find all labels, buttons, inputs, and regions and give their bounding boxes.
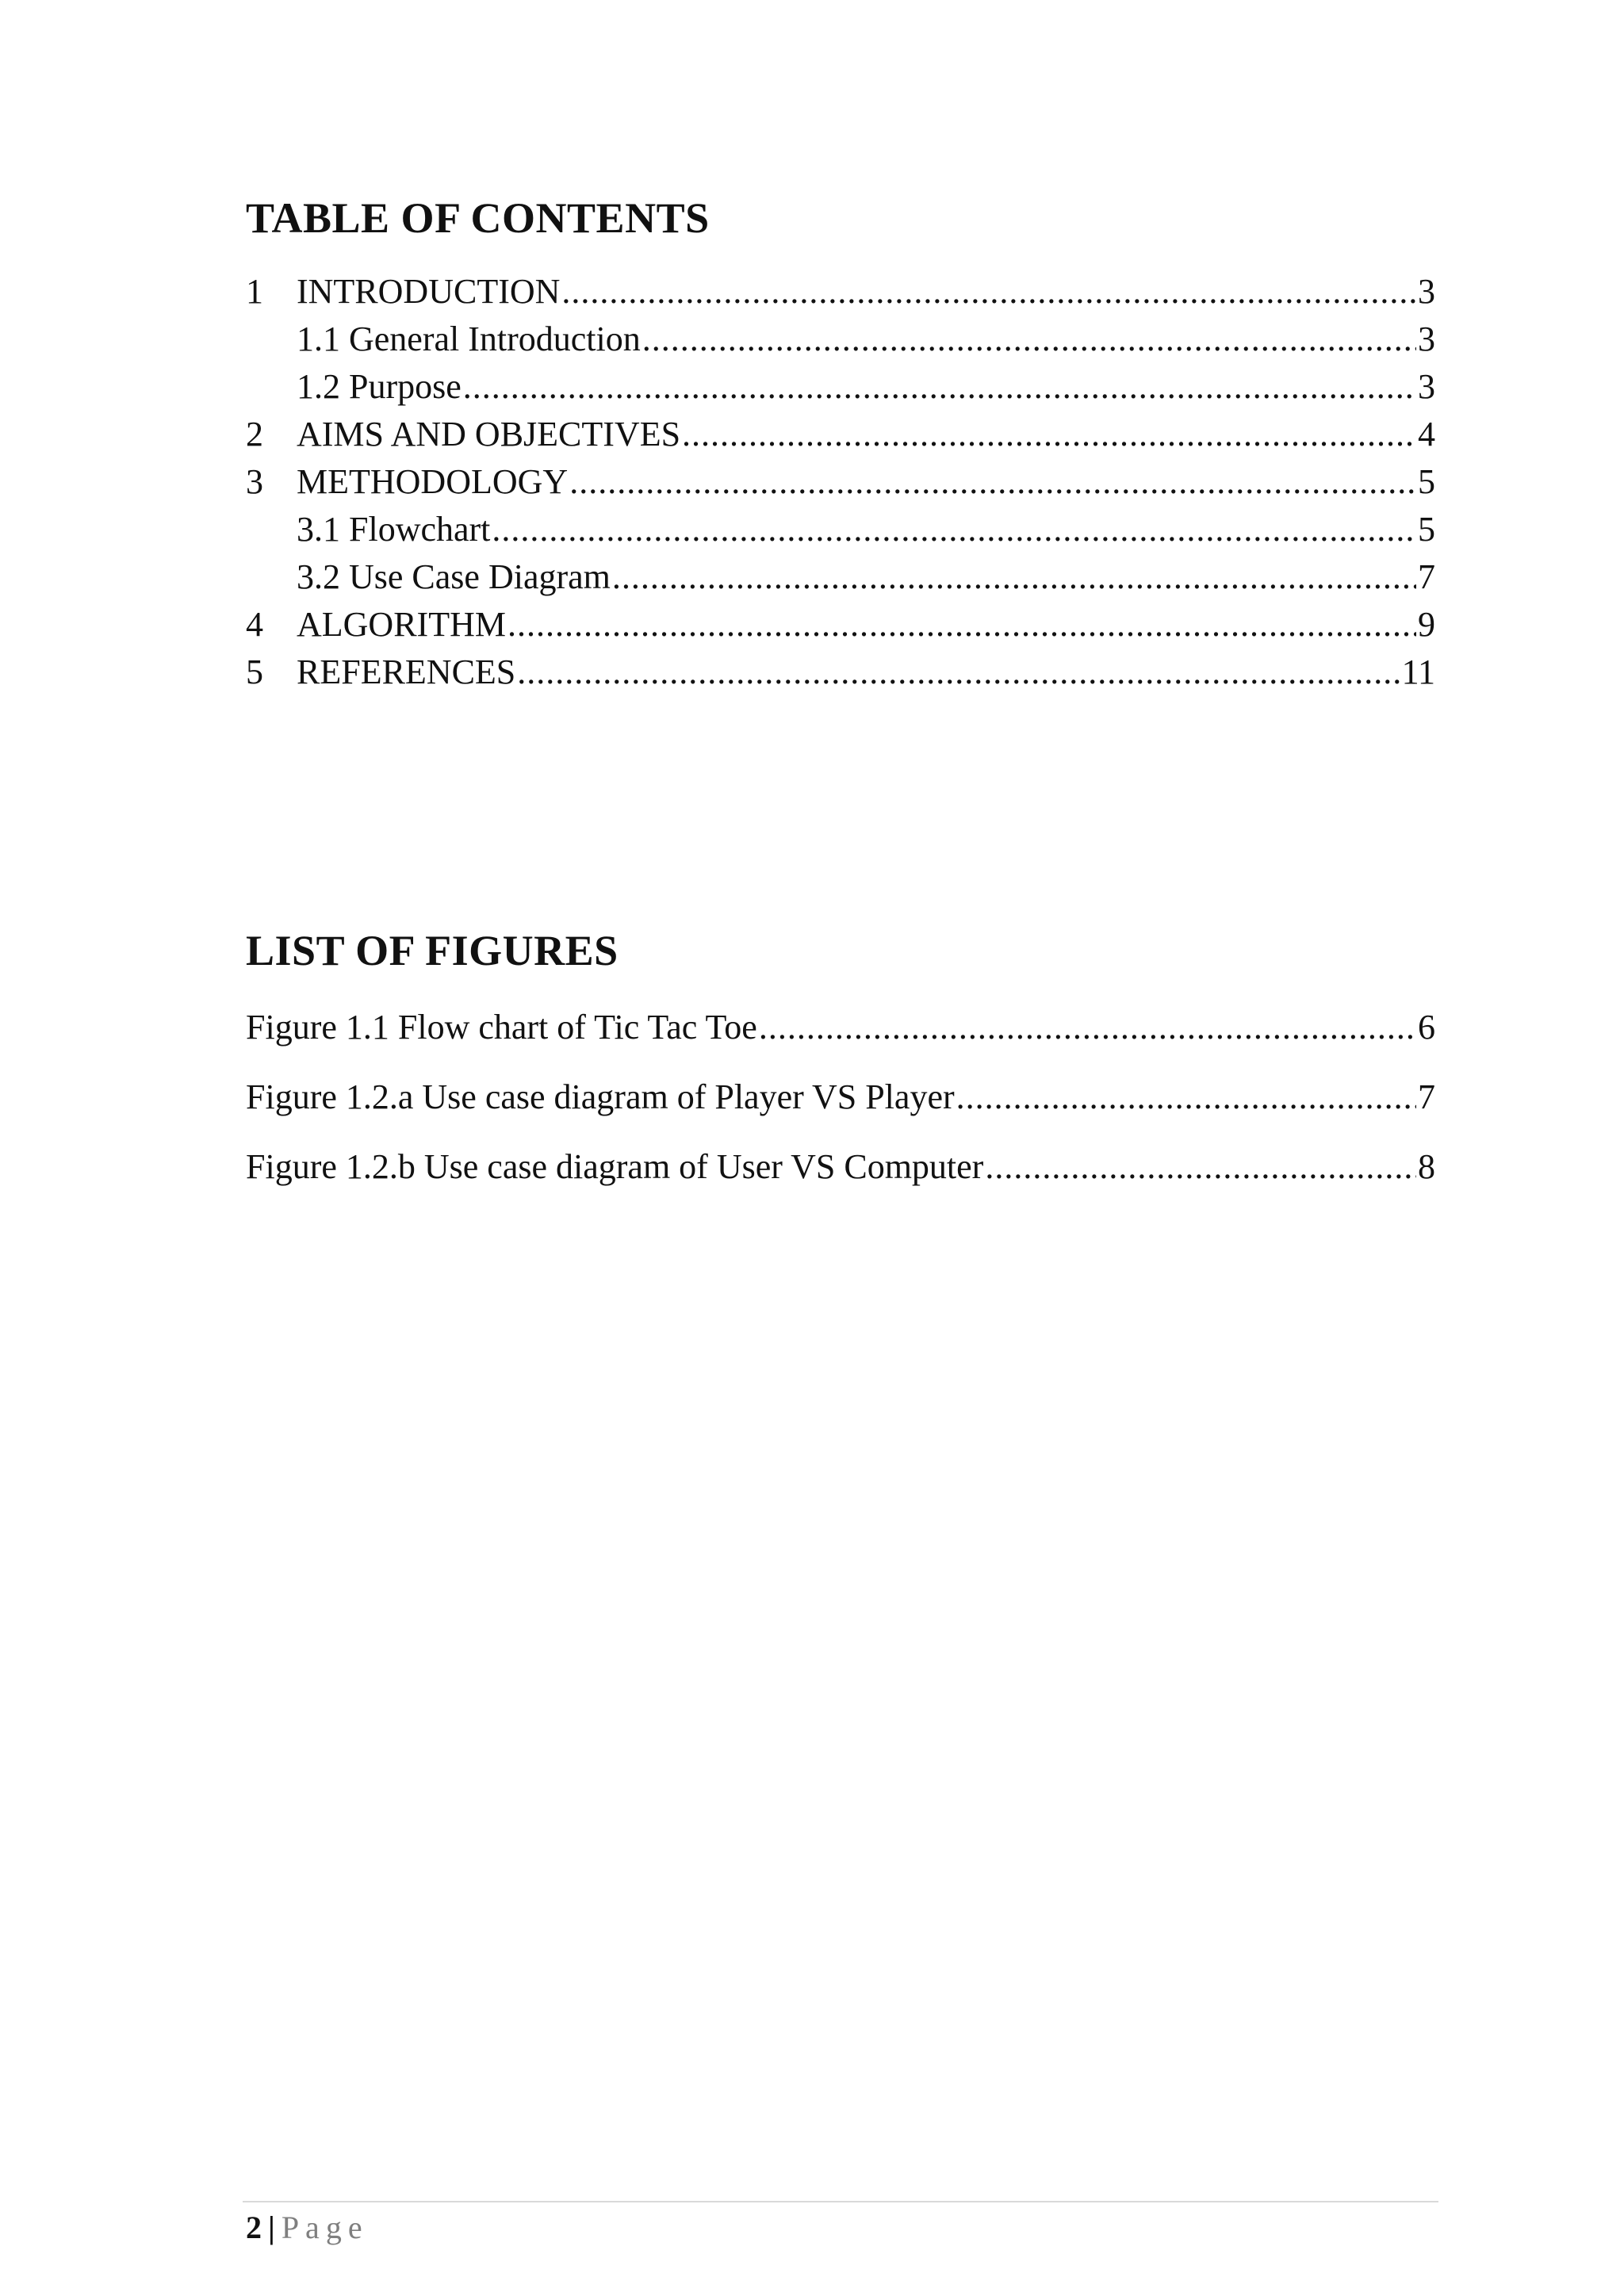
leader-dots <box>508 601 1416 649</box>
toc-list <box>246 268 1435 696</box>
footer-page-label: Page <box>281 2210 369 2245</box>
toc-entry-title: INTRODUCTION <box>297 272 561 311</box>
toc-entry-page: 5 <box>1418 462 1435 501</box>
figure-entry-title: Figure 1.2.a Use case diagram of Player VS Player <box>246 1077 955 1116</box>
leader-dots <box>517 649 1400 696</box>
toc-entry-title: ALGORITHM <box>297 605 506 644</box>
footer-page-number: 2 <box>246 2210 262 2245</box>
toc-entry[interactable] <box>246 458 1435 506</box>
toc-entry[interactable] <box>246 601 1435 649</box>
footer-separator: | <box>268 2210 275 2245</box>
toc-entry-page: 3 <box>1418 367 1435 406</box>
figures-heading: LIST OF FIGURES <box>246 927 619 974</box>
toc-subentry[interactable] <box>246 316 1435 363</box>
leader-dots <box>561 268 1416 316</box>
leader-dots <box>492 506 1416 553</box>
leader-dots <box>463 363 1416 411</box>
toc-entry-title: 3.2 Use Case Diagram <box>297 557 611 596</box>
leader-dots <box>985 1132 1416 1202</box>
toc-entry-page: 5 <box>1418 510 1435 549</box>
leader-dots <box>642 316 1416 363</box>
toc-entry-page: 9 <box>1418 605 1435 644</box>
toc-entry[interactable] <box>246 649 1435 696</box>
page-footer <box>246 2206 369 2250</box>
figure-entry[interactable] <box>246 1062 1435 1132</box>
toc-entry[interactable] <box>246 411 1435 458</box>
leader-dots <box>956 1062 1416 1132</box>
leader-dots <box>612 553 1416 601</box>
toc-entry-title: METHODOLOGY <box>297 462 569 501</box>
figure-entry-title: Figure 1.2.b Use case diagram of User VS Computer <box>246 1147 984 1186</box>
toc-entry-page: 3 <box>1418 272 1435 311</box>
toc-entry-number: 3 <box>246 462 263 501</box>
toc-entry-number: 2 <box>246 415 263 453</box>
toc-entry-title: REFERENCES <box>297 652 516 691</box>
footer-divider <box>243 2201 1438 2202</box>
leader-dots <box>759 993 1416 1062</box>
toc-entry-number: 1 <box>246 272 263 311</box>
toc-entry[interactable] <box>246 268 1435 316</box>
toc-heading: TABLE OF CONTENTS <box>246 194 710 242</box>
toc-subentry[interactable] <box>246 506 1435 553</box>
toc-entry-page: 4 <box>1418 415 1435 453</box>
figure-entry-title: Figure 1.1 Flow chart of Tic Tac Toe <box>246 1008 757 1047</box>
figures-list <box>246 993 1435 1202</box>
figure-entry-page: 6 <box>1418 1008 1435 1047</box>
toc-entry-title: AIMS AND OBJECTIVES <box>297 415 681 453</box>
toc-entry-page: 3 <box>1418 320 1435 358</box>
figure-entry[interactable] <box>246 993 1435 1062</box>
leader-dots <box>569 458 1416 506</box>
leader-dots <box>682 411 1416 458</box>
toc-entry-page: 11 <box>1401 652 1435 691</box>
toc-entry-title: 3.1 Flowchart <box>297 510 491 549</box>
toc-entry-title: 1.2 Purpose <box>297 367 462 406</box>
figure-entry[interactable] <box>246 1132 1435 1202</box>
figure-entry-page: 7 <box>1418 1077 1435 1116</box>
toc-entry-number: 4 <box>246 605 263 644</box>
toc-entry-number: 5 <box>246 652 263 691</box>
toc-subentry[interactable] <box>246 363 1435 411</box>
toc-subentry[interactable] <box>246 553 1435 601</box>
figure-entry-page: 8 <box>1418 1147 1435 1186</box>
toc-entry-page: 7 <box>1418 557 1435 596</box>
toc-entry-title: 1.1 General Introduction <box>297 320 641 358</box>
